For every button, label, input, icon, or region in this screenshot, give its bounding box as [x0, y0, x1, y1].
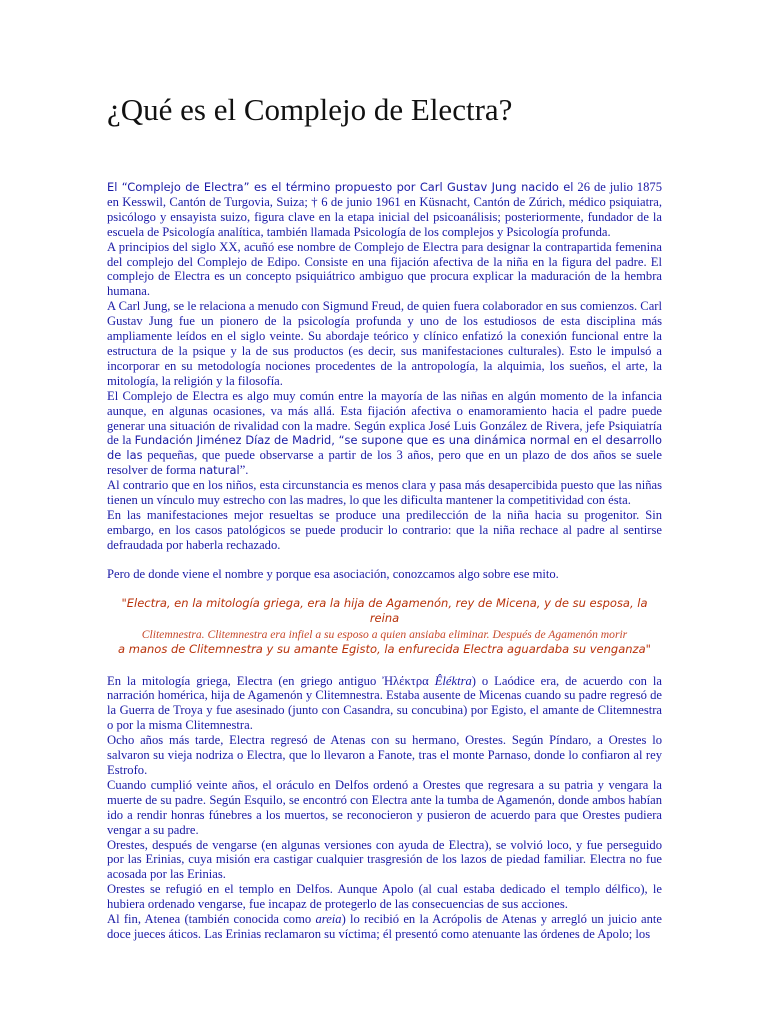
- paragraph: Cuando cumplió veinte años, el oráculo en Delfos ordenó a Orestes que regresara a su patria y vengara la muerte de su padre. Según Esquilo, se encontró con Electra ante la tumba de Agamenón, donde ambos habían ido a rendir honras fúnebres a los muertos, se reconocieron y pusieron de acuerdo para que Orestes pudiera vengar a su padre.: [107, 777, 662, 837]
- page-title: ¿Qué es el Complejo de Electra?: [107, 92, 513, 127]
- paragraph: [107, 180, 662, 240]
- transliteration: Êléktra: [434, 673, 472, 688]
- myth-quote: [107, 596, 662, 658]
- paragraph-lead: El “Complejo de Electra” es el término propuesto por Carl Gustav Jung nacido el: [107, 180, 574, 194]
- quote-inline: natural: [198, 463, 240, 478]
- paragraph: En las manifestaciones mejor resueltas se produce una predilección de la niña hacia su progenitor. Sin embargo, en los casos patológicos se puede producir lo contrario: que la niña rechace al padre al sentirse defraudada por haberla rechazado.: [107, 507, 662, 552]
- quote-line: "Electra, en la mitología griega, era la hija de Agamenón, rey de Micena, y de su esposa, la reina: [121, 595, 648, 626]
- paragraph: [107, 674, 662, 734]
- greek-word: Ἠλέκτρα: [382, 673, 429, 688]
- paragraph: A principios del siglo XX, acuñó ese nombre de Complejo de Electra para designar la contrapartida femenina del complejo del Complejo de Edipo. Consiste en una fijación afectiva de la niña en la figura del padre. El complejo de Electra es un concepto psiquiátrico ambiguo que procura explicar la maduración de la hembra humana.: [107, 239, 662, 299]
- paragraph: Al contrario que en los niños, esta circunstancia es menos clara y pasa más desapercibida puesto que las niñas tienen un vínculo muy estrecho con las madres, lo que les dificulta mantener la competitividad con ésta.: [107, 478, 662, 508]
- paragraph: [107, 912, 662, 942]
- paragraph-text: ”.: [239, 463, 249, 478]
- quote-line: Clitemnestra. Clitemnestra era infiel a su esposo a quien ansiaba eliminar. Después de Agamenón morir: [141, 627, 628, 641]
- paragraph-text: El Complejo de Electra es algo muy común entre la mayoría de las niñas en algún momento de la infancia aunque, en algunas ocasiones, va más allá. Esta fijación afectiva o enamoramiento hacia el padre puede generar una situación de rivalidad con la madre. Según explica José Luis González de Rivera, jefe Psiquiatría de la: [107, 388, 662, 448]
- paragraph: Ocho años más tarde, Electra regresó de Atenas con su hermano, Orestes. Según Píndaro, a Orestes lo salvaron su vieja nodriza o Electra, que lo llevaron a Fanote, tras el monte Parnaso, donde lo confiaron al rey Estrofo.: [107, 733, 662, 777]
- article-body: [107, 180, 662, 942]
- quote-inline: Fundación Jiménez Díaz de Madrid, “se supone que es una dinámica normal en el desarrollo de las: [107, 433, 662, 463]
- paragraph: Orestes se refugió en el templo en Delfos. Aunque Apolo (al cual estaba dedicado el templo délfico), le hubiera ordenado vengarse, fue incapaz de protegerlo de las consecuencias de sus acciones.: [107, 882, 662, 912]
- paragraph: [107, 389, 662, 478]
- epithet: areia: [315, 912, 342, 927]
- paragraph-text: 26 de julio 1875 en Kesswil, Cantón de Turgovia, Suiza; † 6 de junio 1961 en Küsnacht, Cantón de Zúrich, médico psiquiatra, psicólogo y ensayista suizo, figura clave en la etapa inicial del psicoanálisis; posteriormente, fundador de la escuela de Psicología analítica, también llamada Psicología de los complejos y Psicología profunda.: [107, 180, 662, 239]
- paragraph: A Carl Jung, se le relaciona a menudo con Sigmund Freud, de quien fuera colaborador en sus comienzos. Carl Gustav Jung fue un pionero de la psicología profunda y uno de los estudiosos de esta disciplina más ampliamente leídos en el siglo veinte. Su abordaje teórico y clínico enfatizó la conexión funcional entre la estructura de la psique y la de sus productos (es decir, sus manifestaciones culturales). Esto le impulsó a incorporar en su metodología nociones procedentes de la antropología, la alquimia, los sueños, el arte, la mitología, la religión y la filosofía.: [107, 299, 662, 388]
- paragraph: Orestes, después de vengarse (en algunas versiones con ayuda de Electra), se volvió loco, y fue perseguido por las Erinias, cuya misión era castigar cualquier trasgresión de los lazos de piedad familiar. Electra no fue acosada por las Erinias.: [107, 837, 662, 882]
- paragraph-text: Al fin, Atenea (también conocida como: [107, 912, 316, 927]
- paragraph-text: ) o Laódice era, de acuerdo con la narración homérica, hija de Agamenón y Clitemnestra. Estaba ausente de Micenas cuando su padre regresó de la Guerra de Troya y fue asesinado (junto con Casandra, su concubina) por Egisto, el amante de Clitemnestra o por la misma Clitemnestra.: [107, 673, 662, 733]
- paragraph-text: ) lo recibió en la Acrópolis de Atenas y arregló un juicio ante doce jueces áticos. Las Erinias reclamaron su víctima; él presentó como atenuante las órdenes de Apolo; los: [107, 912, 662, 941]
- quote-line: a manos de Clitemnestra y su amante Egisto, la enfurecida Electra aguardaba su venganza": [118, 642, 651, 657]
- paragraph: Pero de donde viene el nombre y porque esa asociación, conozcamos algo sobre ese mito.: [107, 566, 559, 581]
- paragraph-text: pequeñas, que puede observarse a partir de los 3 años, pero que en un plazo de dos años se suele resolver de forma: [107, 448, 662, 478]
- paragraph-text: En la mitología griega, Electra (en griego antiguo: [107, 673, 383, 688]
